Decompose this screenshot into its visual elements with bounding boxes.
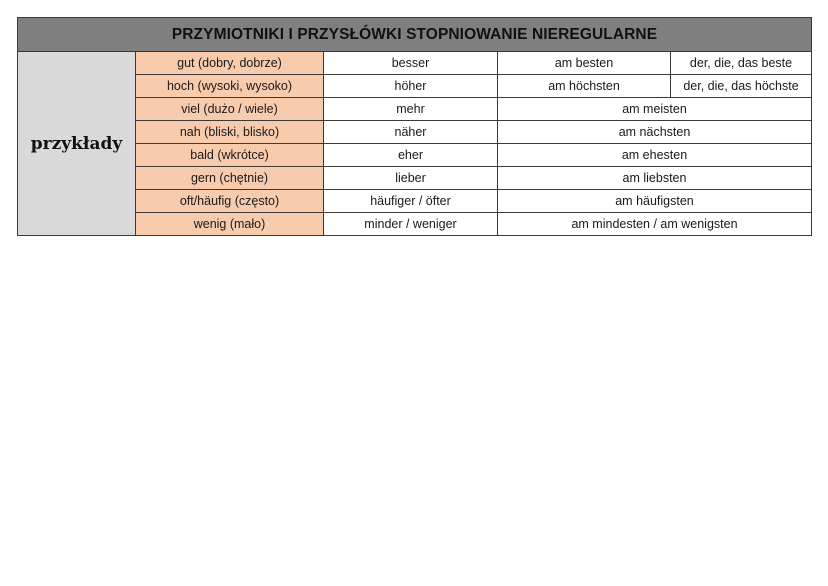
comparative-cell: höher [324,75,498,98]
table-row [18,167,812,190]
comparative-cell: lieber [324,167,498,190]
table-row [18,121,812,144]
comparative-cell: besser [324,52,498,75]
comparative-cell: näher [324,121,498,144]
comparative-cell: eher [324,144,498,167]
base-form-cell: gern (chętnie) [136,167,324,190]
comparative-cell: mehr [324,98,498,121]
superlative-cell: am nächsten [498,121,812,144]
table-row [18,213,812,236]
base-form-cell: bald (wkrótce) [136,144,324,167]
superlative-cell: am ehesten [498,144,812,167]
comparative-cell: minder / weniger [324,213,498,236]
base-form-cell: oft/häufig (często) [136,190,324,213]
base-form-cell: viel (dużo / wiele) [136,98,324,121]
irregular-comparison-table [17,17,812,236]
table-row [18,98,812,121]
base-form-cell: nah (bliski, blisko) [136,121,324,144]
table-row [18,190,812,213]
attributive-superlative-cell: der, die, das beste [671,52,812,75]
attributive-superlative-cell: der, die, das höchste [671,75,812,98]
superlative-cell: am meisten [498,98,812,121]
comparative-cell: häufiger / öfter [324,190,498,213]
table-row [18,52,812,75]
table-header-row [18,18,812,52]
table-title: PRZYMIOTNIKI I PRZYSŁÓWKI STOPNIOWANIE NIEREGULARNE [18,18,812,52]
base-form-cell: gut (dobry, dobrze) [136,52,324,75]
superlative-cell: am liebsten [498,167,812,190]
table-row [18,75,812,98]
row-group-label: przykłady [18,52,136,236]
superlative-cell: am häufigsten [498,190,812,213]
base-form-cell: wenig (mało) [136,213,324,236]
table-row [18,144,812,167]
superlative-cell: am mindesten / am wenigsten [498,213,812,236]
superlative-cell: am höchsten [498,75,671,98]
base-form-cell: hoch (wysoki, wysoko) [136,75,324,98]
superlative-cell: am besten [498,52,671,75]
